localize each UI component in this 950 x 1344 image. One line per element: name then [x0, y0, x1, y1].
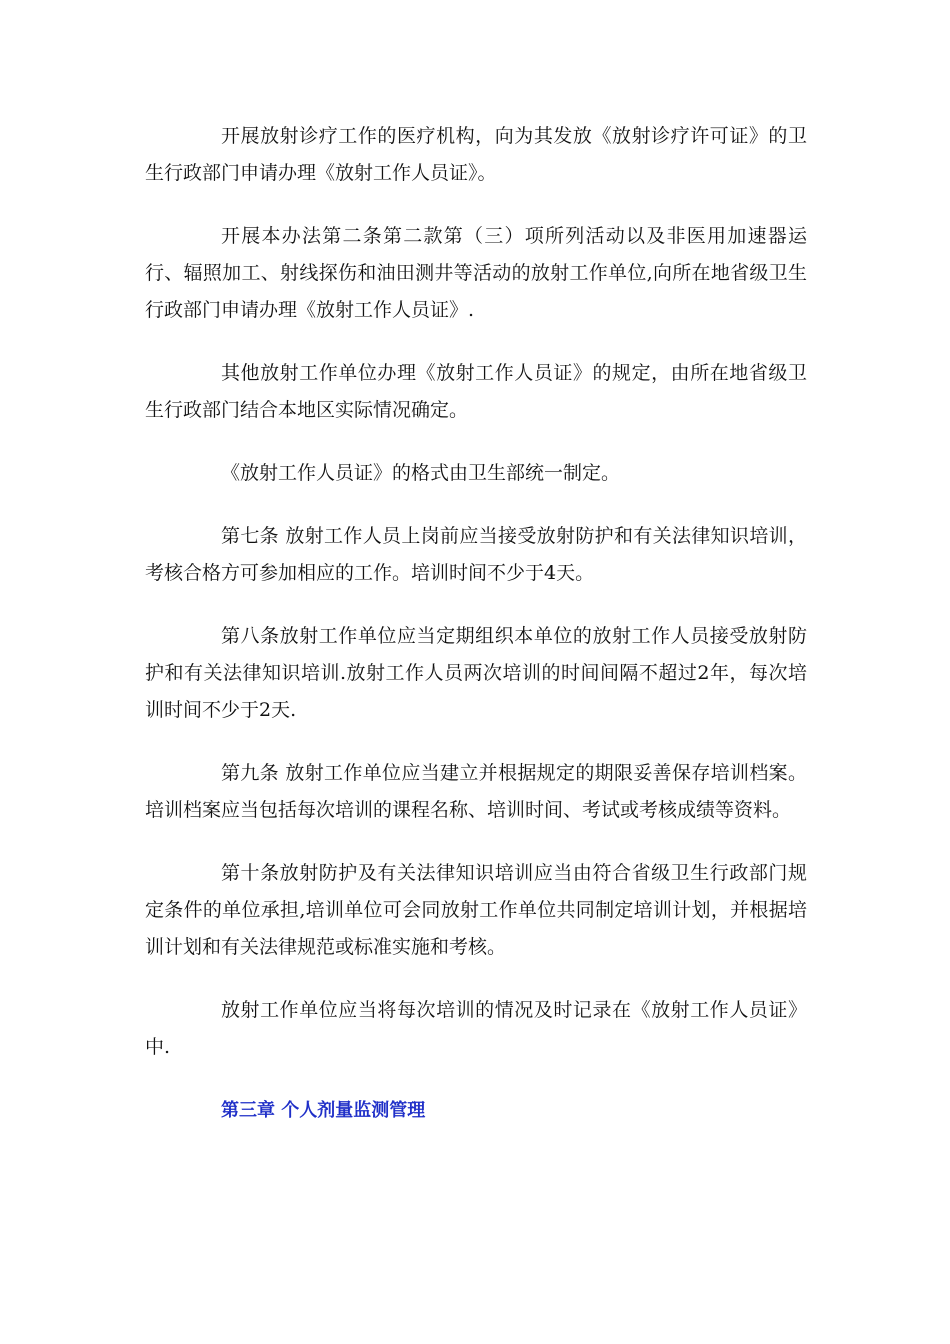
paragraph-1: 开展放射诊疗工作的医疗机构，向为其发放《放射诊疗许可证》的卫生行政部门申请办理《放射工作人员证》。	[145, 125, 807, 184]
chapter-heading: 第三章 个人剂量监测管理	[221, 1100, 426, 1121]
document-page	[145, 118, 807, 1129]
paragraph-article-10: 第十条放射防护及有关法律知识培训应当由符合省级卫生行政部门规定条件的单位承担,培训单位可会同放射工作单位共同制定培训计划，并根据培训计划和有关法律规范或标准实施和考核。	[145, 862, 807, 958]
paragraph-article-9: 第九条 放射工作单位应当建立并根据规定的期限妥善保存培训档案。培训档案应当包括每次培训的课程名称、培训时间、考试或考核成绩等资料。	[145, 762, 807, 821]
paragraph-3: 其他放射工作单位办理《放射工作人员证》的规定，由所在地省级卫生行政部门结合本地区实际情况确定。	[145, 362, 807, 421]
paragraph-2: 开展本办法第二条第二款第（三）项所列活动以及非医用加速器运行、辐照加工、射线探伤和油田测井等活动的放射工作单位,向所在地省级卫生行政部门申请办理《放射工作人员证》.	[145, 225, 807, 321]
paragraph-training-record: 放射工作单位应当将每次培训的情况及时记录在《放射工作人员证》中.	[145, 999, 807, 1058]
paragraph-4: 《放射工作人员证》的格式由卫生部统一制定。	[221, 462, 621, 484]
paragraph-article-7: 第七条 放射工作人员上岗前应当接受放射防护和有关法律知识培训，考核合格方可参加相应的工作。培训时间不少于4天。	[145, 525, 807, 584]
paragraph-article-8: 第八条放射工作单位应当定期组织本单位的放射工作人员接受放射防护和有关法律知识培训.放射工作人员两次培训的时间间隔不超过2年，每次培训时间不少于2天.	[145, 625, 807, 721]
